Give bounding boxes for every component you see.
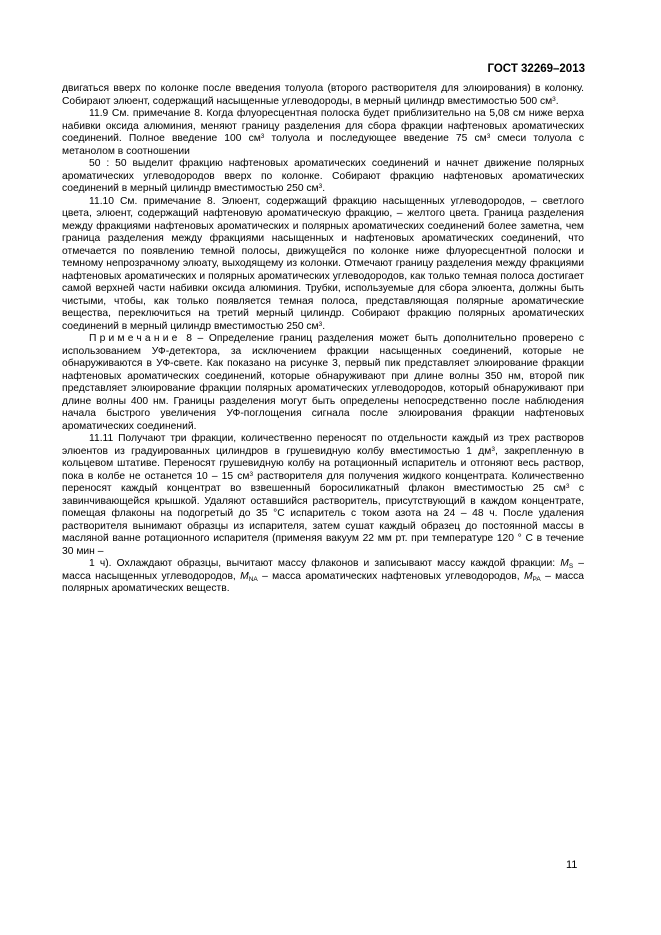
document-body	[62, 83, 584, 596]
paragraph-11-11: 11.11 Получают три фракции, количественно переносят по отдельности каждый из трех растворов элюентов из градуированных цилиндров в грушевидную колбу вместимостью 1 $дм^3$, закрепленную в кольцевом штативе. Переносят грушевидную колбу на ротационный испаритель и отгоняют весь раствор, пока в колбе не останется 10 – 15 $см^3$ растворителя для получения жидкого концентрата. Количественно переносят каждый концентрат во взвешенный боросиликатный флакон вместимостью 25 $см^3$ с завинчивающейся крышкой. Удаляют оставшийся растворитель, присутствующий в каждом концентрате, помещая флаконы на подогретый до 35 °С испаритель с током азота на 24 – 48 ч. После удаления растворителя вынимают образцы из испарителя, затем сушат каждый образец до постоянной массы в масляной ванне ротационного испарителя (применяя вакуум 22 мм рт. при температуре 120 ° С в течение 30 мин –	[62, 433, 584, 557]
note-label: Примечание	[89, 333, 181, 344]
paragraph: 1 ч). Охлаждают образцы, вычитают массу флаконов и записывают массу каждой фракции: $M_S$ – масса насыщенных углеводородов, $M_{NA}$ – масса ароматических нафтеновых углеводородов, $M_{PA}$ – масса полярных ароматических веществ.	[62, 558, 584, 594]
paragraph: двигаться вверх по колонке после введения толуола (второго растворителя для элюирования) в колонку. Собирают элюент, содержащий насыщенные углеводороды, в мерный цилиндр вместимостью 500 $см^3$.	[62, 83, 584, 107]
page-number: 11	[566, 859, 578, 871]
paragraph: 50 : 50 выделит фракцию нафтеновых ароматических соединений и начнет движение полярных ароматических углеводородов вверх по колонке. Собирают фракцию нафтеновых ароматических соединений в мерный цилиндр вместимостью 250 $см^3$.	[62, 158, 584, 194]
document-code: ГОСТ 32269–2013	[487, 63, 585, 75]
note-8: Примечание 8 – Определение границ разделения может быть дополнительно проверено с использованием УФ-детектора, за исключением фракции насыщенных соединений, которые не обнаруживаются в УФ-свете. Как показано на рисунке 3, первый пик представляет элюирование фракции нафтеновых ароматических соединений, которые обнаруживают при длине волны 350 нм, второй пик представляет элюирование фракции полярных ароматических углеводородов, который обнаруживают при длине волны 400 нм. Границы разделения могут быть определены непосредственно после наблюдения начала быстрого увеличения УФ-поглощения сигнала после элюирования фракции нафтеновых ароматических соединений.	[62, 333, 584, 432]
paragraph-11-10: 11.10 См. примечание 8. Элюент, содержащий фракцию насыщенных углеводородов, – светлого цвета, элюент, содержащий нафтеновую ароматическую фракцию, – желтого цвета. Граница разделения между фракциями нафтеновых ароматических и полярных ароматических соединений более заметна, чем граница разделения между фракциями насыщенных и нафтеновых ароматических соединений, что отмечается по появлению темной полосы, движущейся по колонке ниже флуоресцентной полоски и темному непрозрачному элюату, выходящему из колонки. Отмечают границу разделения между фракциями нафтеновых ароматических и полярных ароматических углеводородов, как только темная полоса достигает самой верхней части набивки оксида алюминия. Трубки, используемые для сбора элюента, должны быть чистыми, чтобы, как только появляется темная полоса, представляющая полярные ароматические вещества, переключиться на третий мерный цилиндр. Собирают фракцию полярных ароматических соединений в мерный цилиндр вместимостью 250 $см^3$.	[62, 195, 584, 332]
paragraph-11-9: 11.9 См. примечание 8. Когда флуоресцентная полоска будет приблизительно на 5,08 см ниже верха набивки оксида алюминия, меняют границу разделения для сбора фракции нафтеновых ароматических соединений. Полное введение 100 $см^3$ толуола и последующее введение 75 $см^3$ смеси толуола с метанолом в соотношении	[62, 108, 584, 157]
